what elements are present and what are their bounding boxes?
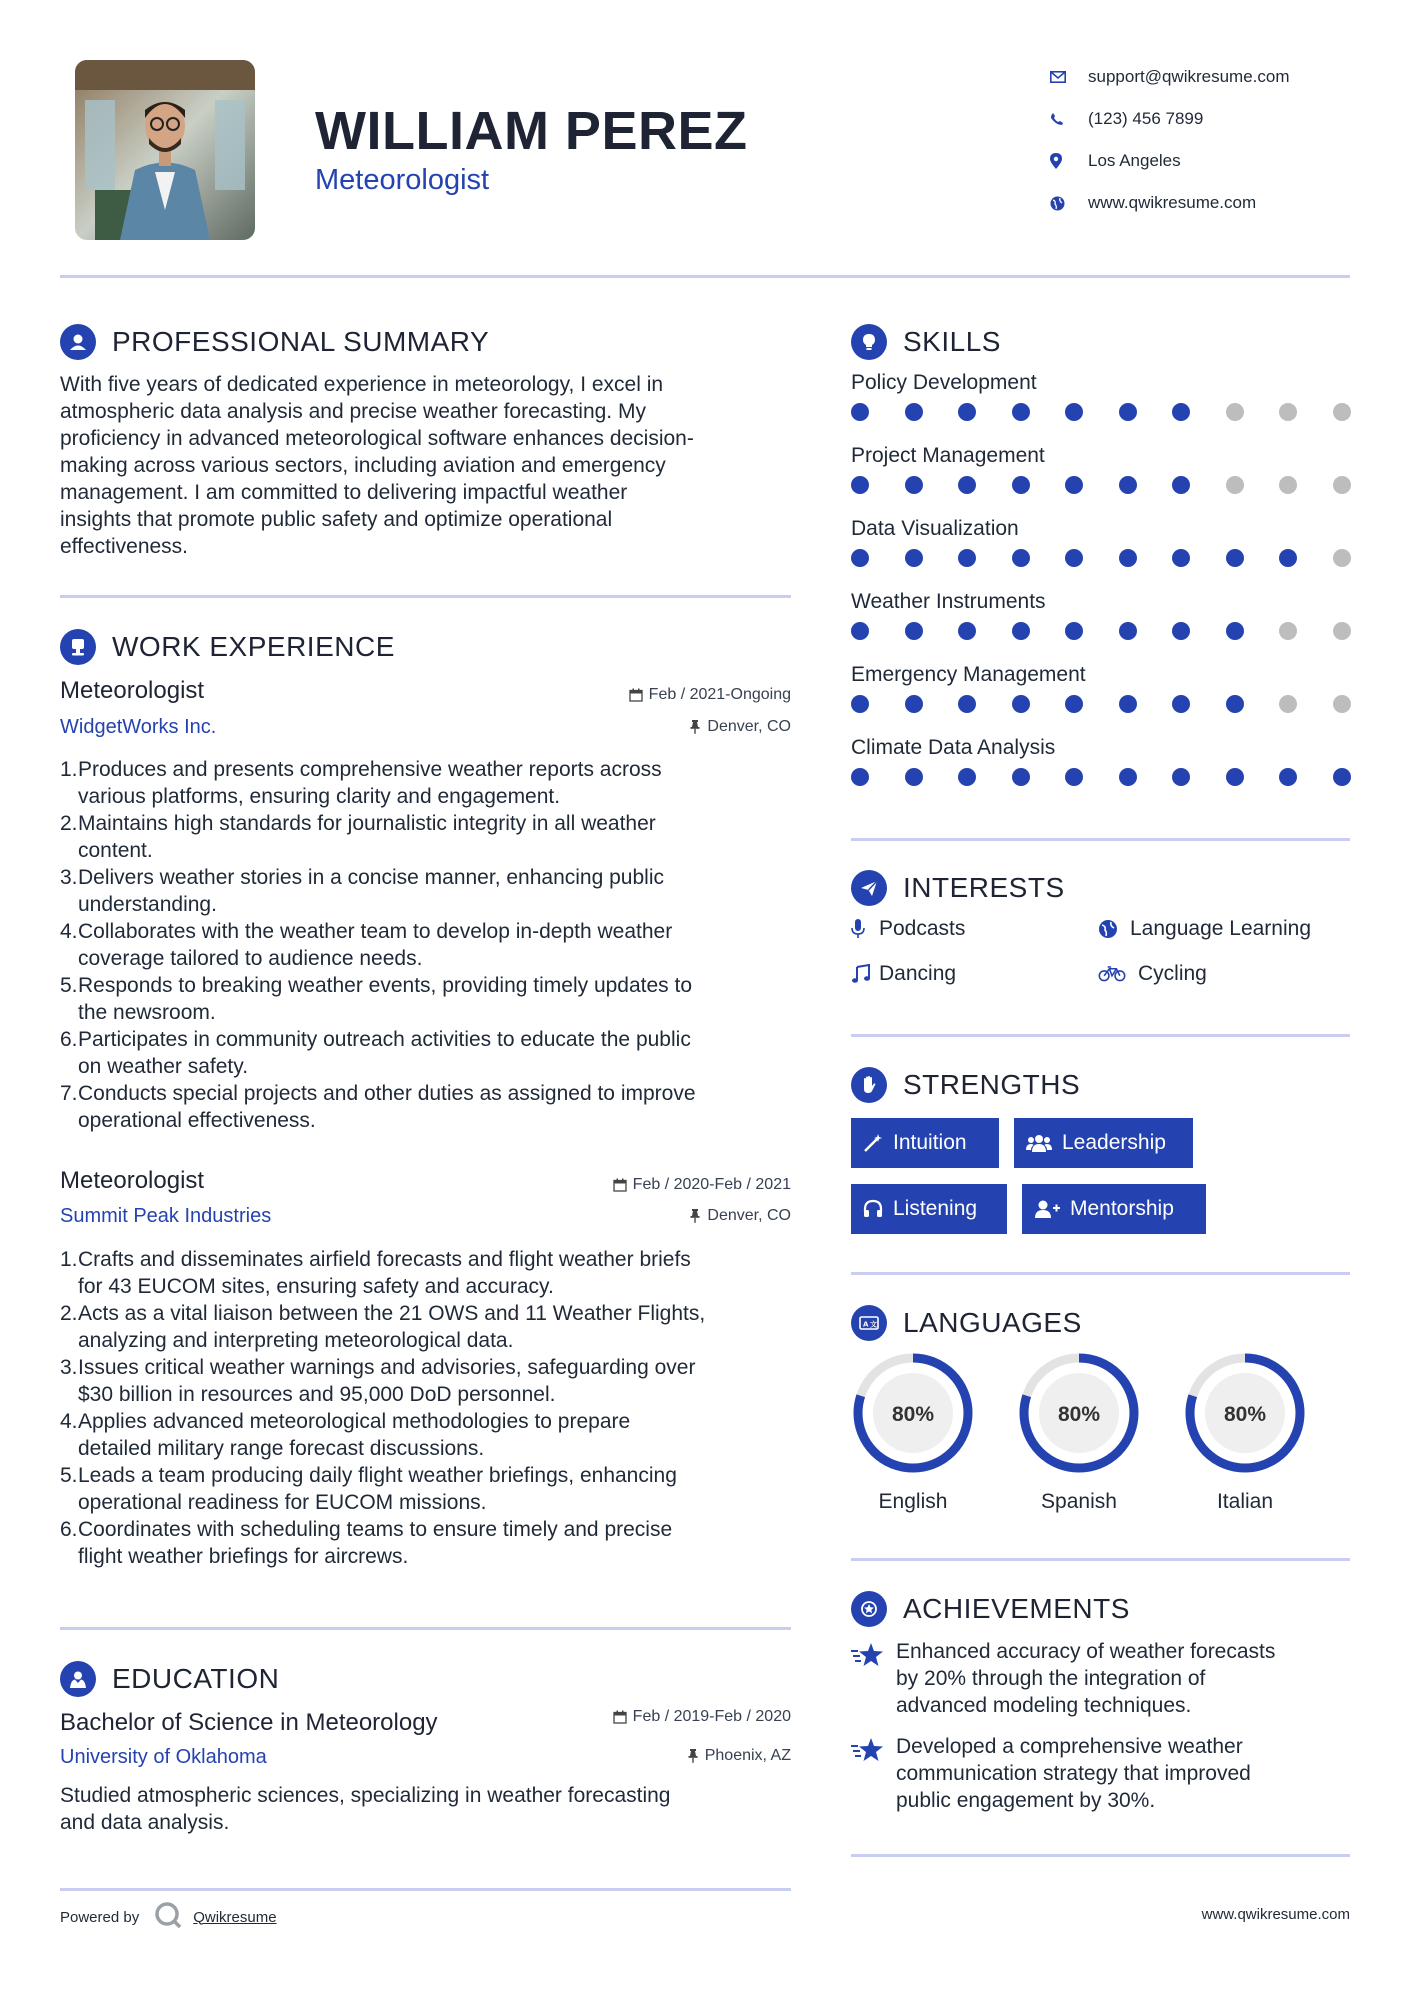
calendar-icon <box>613 1178 627 1192</box>
education-location-text: Phoenix, AZ <box>704 1747 791 1764</box>
rating-dot-filled <box>851 549 869 567</box>
language-name: Spanish <box>1041 1490 1117 1513</box>
rating-dot-filled <box>905 695 923 713</box>
rating-dot-filled <box>1119 549 1137 567</box>
paper-plane-icon <box>851 870 887 906</box>
rating-dot-filled <box>1119 695 1137 713</box>
duty-item: 3. Issues critical weather warnings and advisories, safeguarding over $30 billion in resources and 95,000 DoD personnel. <box>60 1356 696 1406</box>
rating-dot-filled <box>851 476 869 494</box>
rating-dot-empty <box>1279 695 1297 713</box>
language-progress-ring <box>1017 1351 1141 1475</box>
rating-dot-filled <box>1172 695 1190 713</box>
duty-item: 2. Acts as a vital liaison between the 21 OWS and 11 Weather Flights, analyzing and interpreting meteorological data. <box>60 1302 706 1352</box>
summary-divider <box>60 595 791 598</box>
rating-dot-empty <box>1333 403 1351 421</box>
calendar-icon <box>613 1710 627 1724</box>
briefcase-icon <box>60 629 96 665</box>
summary-line: insights that promote public safety and optimize operational <box>60 508 613 531</box>
contact-email-text: support@qwikresume.com <box>1088 67 1290 86</box>
summary-title: PROFESSIONAL SUMMARY <box>112 326 490 357</box>
envelope-icon <box>1050 71 1088 83</box>
rating-dot-filled <box>1172 549 1190 567</box>
skills-heading <box>851 324 1001 360</box>
contact-phone-text: (123) 456 7899 <box>1088 109 1204 128</box>
achievements-heading <box>851 1591 1130 1627</box>
profile-photo <box>75 60 255 240</box>
rating-dot-filled <box>1172 622 1190 640</box>
rating-dot-filled <box>1065 695 1083 713</box>
rating-dot-filled <box>1012 549 1030 567</box>
rating-dot-filled <box>1012 622 1030 640</box>
globe-icon <box>1050 196 1088 211</box>
language-name: Italian <box>1216 1490 1274 1513</box>
skill-item <box>851 590 1351 640</box>
rating-dot-filled <box>1012 695 1030 713</box>
school-name: University of Oklahoma <box>60 1746 267 1768</box>
rating-dot-filled <box>1172 768 1190 786</box>
header-divider <box>60 275 1350 278</box>
rating-dot-filled <box>1279 768 1297 786</box>
globe-icon <box>1098 919 1126 939</box>
skill-rating <box>851 695 1351 713</box>
skill-name: Project Management <box>851 444 1045 467</box>
skill-name: Policy Development <box>851 371 1037 394</box>
strength-tag: Intuition <box>851 1118 999 1168</box>
duty-item: 4. Applies advanced meteorological methodologies to prepare detailed military range forecast discussions. <box>60 1410 631 1460</box>
rating-dot-filled <box>1172 476 1190 494</box>
language-name: English <box>878 1490 948 1513</box>
duty-item: 6. Participates in community outreach activities to educate the public on weather safety. <box>60 1028 691 1078</box>
language-icon <box>851 1305 887 1341</box>
rating-dot-empty <box>1279 622 1297 640</box>
footer-powered-by <box>60 1900 277 1934</box>
job-dates <box>450 686 791 704</box>
rating-dot-filled <box>905 476 923 494</box>
contact-website[interactable] <box>1050 182 1380 224</box>
skills-divider <box>851 838 1350 841</box>
language-item <box>1183 1351 1307 1514</box>
rating-dot-filled <box>1065 403 1083 421</box>
rating-dot-empty <box>1333 476 1351 494</box>
rating-dot-filled <box>1226 768 1244 786</box>
duty-item: 1. Crafts and disseminates airfield forecasts and flight weather briefs for 43 EUCOM sites, ensuring safety and accuracy. <box>60 1248 691 1298</box>
rating-dot-filled <box>1065 768 1083 786</box>
rating-dot-filled <box>1333 768 1351 786</box>
rating-dot-filled <box>1119 476 1137 494</box>
star-icon <box>851 1638 896 1719</box>
user-icon <box>60 324 96 360</box>
music-note-icon <box>851 964 879 984</box>
education-divider <box>60 1888 791 1891</box>
pushpin-icon <box>687 1749 699 1763</box>
summary-heading <box>60 324 489 360</box>
pushpin-icon <box>689 720 701 734</box>
qwikresume-link[interactable]: Qwikresume <box>193 1908 277 1926</box>
strength-tag: Leadership <box>1014 1118 1193 1168</box>
duty-item: 6. Coordinates with scheduling teams to ensure timely and precise flight weather briefings for aircrews. <box>60 1518 673 1568</box>
language-percent-label: 80% <box>891 1403 935 1426</box>
education-dates <box>450 1708 791 1726</box>
interest-item: Cycling <box>1098 962 1207 986</box>
summary-line: With five years of dedicated experience in meteorology, I excel in <box>60 373 664 396</box>
language-progress-ring <box>1183 1351 1307 1475</box>
candidate-role: Meteorologist <box>315 164 490 196</box>
achievement-item: Developed a comprehensive weather communication strategy that improved public engagement by 30%. <box>851 1733 1351 1814</box>
skill-item <box>851 444 1351 494</box>
contact-location-text: Los Angeles <box>1088 151 1181 170</box>
rating-dot-empty <box>1279 476 1297 494</box>
duty-item: 5. Leads a team producing daily flight weather briefings, enhancing operational readiness for EUCOM missions. <box>60 1464 677 1514</box>
rating-dot-empty <box>1279 403 1297 421</box>
magic-wand-icon <box>863 1133 883 1153</box>
strengths-divider <box>851 1272 1350 1275</box>
rating-dot-filled <box>958 549 976 567</box>
rating-dot-filled <box>1226 622 1244 640</box>
language-percent-label: 80% <box>1057 1403 1101 1426</box>
skill-name: Emergency Management <box>851 663 1086 686</box>
achievement-item: Enhanced accuracy of weather forecasts by 20% through the integration of advanced modeling techniques. <box>851 1638 1351 1719</box>
skill-name: Weather Instruments <box>851 590 1046 613</box>
education-description: Studied atmospheric sciences, specializing in weather forecasting and data analysis. <box>60 1784 671 1834</box>
skills-title: SKILLS <box>903 326 1001 357</box>
rating-dot-empty <box>1226 476 1244 494</box>
interests-heading <box>851 870 1065 906</box>
job-location-text: Denver, CO <box>707 1207 791 1224</box>
job-title: Meteorologist <box>60 1167 205 1194</box>
duty-item: 2. Maintains high standards for journalistic integrity in all weather content. <box>60 812 656 862</box>
contact-email[interactable] <box>1050 56 1380 98</box>
rating-dot-filled <box>851 403 869 421</box>
rating-dot-filled <box>1012 768 1030 786</box>
summary-line: effectiveness. <box>60 535 189 558</box>
job-duties <box>60 1246 800 1570</box>
skill-item <box>851 663 1351 713</box>
rating-dot-filled <box>1012 403 1030 421</box>
job-dates <box>450 1176 791 1194</box>
strength-tag: Mentorship <box>1022 1184 1206 1234</box>
rating-dot-filled <box>958 695 976 713</box>
language-percent-label: 80% <box>1223 1403 1267 1426</box>
rating-dot-filled <box>905 768 923 786</box>
lightbulb-icon <box>851 324 887 360</box>
rating-dot-filled <box>1119 403 1137 421</box>
skill-name: Data Visualization <box>851 517 1019 540</box>
rating-dot-filled <box>958 476 976 494</box>
calendar-icon <box>629 688 643 702</box>
duty-item: 4. Collaborates with the weather team to develop in-depth weather coverage tailored to audience needs. <box>60 920 673 970</box>
interest-item: Podcasts <box>851 917 965 941</box>
rating-dot-filled <box>851 622 869 640</box>
footer-website[interactable]: www.qwikresume.com <box>1201 1906 1350 1923</box>
powered-by-label: Powered by <box>60 1908 140 1926</box>
summary-text <box>60 371 800 560</box>
skill-rating <box>851 768 1351 786</box>
language-item <box>1017 1351 1141 1514</box>
skill-item <box>851 517 1351 567</box>
education-heading <box>60 1661 279 1697</box>
contact-location <box>1050 140 1380 182</box>
rating-dot-filled <box>1065 622 1083 640</box>
degree-title: Bachelor of Science in Meteorology <box>60 1709 438 1736</box>
job-duties <box>60 756 800 1134</box>
skill-rating <box>851 476 1351 494</box>
duty-item: 1. Produces and presents comprehensive weather reports across various platforms, ensuring clarity and engagement. <box>60 758 662 808</box>
skill-rating <box>851 549 1351 567</box>
rating-dot-filled <box>851 768 869 786</box>
skill-item <box>851 736 1351 786</box>
strength-tag: Listening <box>851 1184 1007 1234</box>
rating-dot-filled <box>905 403 923 421</box>
job-dates-text: Feb / 2021-Ongoing <box>648 686 791 703</box>
rating-dot-filled <box>1226 549 1244 567</box>
rating-dot-empty <box>1226 403 1244 421</box>
svg-text:A: A <box>863 1320 869 1329</box>
job-location <box>450 1207 791 1225</box>
bicycle-icon <box>1098 965 1126 983</box>
job-company: Summit Peak Industries <box>60 1205 272 1227</box>
summary-line: atmospheric data analysis and precise weather forecasting. My <box>60 400 646 423</box>
skill-rating <box>851 622 1351 640</box>
duty-item: 7. Conducts special projects and other duties as assigned to improve operational effectiveness. <box>60 1082 696 1132</box>
achievements-title: ACHIEVEMENTS <box>903 1593 1130 1624</box>
interest-item: Language Learning <box>1098 917 1311 941</box>
job-title: Meteorologist <box>60 677 205 704</box>
rating-dot-filled <box>1172 403 1190 421</box>
job-dates-text: Feb / 2020-Feb / 2021 <box>632 1176 791 1193</box>
interests-divider <box>851 1034 1350 1037</box>
star-icon <box>851 1733 896 1814</box>
summary-line: proficiency in advanced meteorological software enhances decision- <box>60 427 694 450</box>
rating-dot-filled <box>1279 549 1297 567</box>
contact-list <box>1050 56 1380 224</box>
rating-dot-filled <box>1012 476 1030 494</box>
duty-item: 5. Responds to breaking weather events, providing timely updates to the newsroom. <box>60 974 693 1024</box>
headphones-icon <box>863 1199 883 1219</box>
rating-dot-filled <box>958 403 976 421</box>
languages-divider <box>851 1558 1350 1561</box>
rating-dot-filled <box>1065 549 1083 567</box>
summary-line: management. I am committed to delivering impactful weather <box>60 481 628 504</box>
education-dates-text: Feb / 2019-Feb / 2020 <box>632 1708 791 1725</box>
skill-rating <box>851 403 1351 421</box>
user-plus-icon <box>1034 1199 1060 1219</box>
languages-title: LANGUAGES <box>903 1307 1082 1338</box>
job-location-text: Denver, CO <box>707 718 791 735</box>
languages-heading <box>851 1305 1082 1341</box>
candidate-name: WILLIAM PEREZ <box>315 101 748 161</box>
rating-dot-filled <box>905 549 923 567</box>
strengths-heading <box>851 1067 1080 1103</box>
map-pin-icon <box>1050 153 1088 169</box>
contact-website-text: www.qwikresume.com <box>1088 193 1257 212</box>
award-icon <box>851 1591 887 1627</box>
users-icon <box>1026 1133 1052 1153</box>
work-divider <box>60 1627 791 1630</box>
rating-dot-filled <box>958 622 976 640</box>
rating-dot-filled <box>851 695 869 713</box>
rating-dot-filled <box>905 622 923 640</box>
rating-dot-filled <box>1119 622 1137 640</box>
education-location <box>450 1747 791 1765</box>
rating-dot-empty <box>1333 622 1351 640</box>
rating-dot-filled <box>1065 476 1083 494</box>
job-location <box>450 718 791 736</box>
phone-icon <box>1050 112 1088 126</box>
achievements-divider <box>851 1854 1350 1857</box>
pushpin-icon <box>689 1209 701 1223</box>
work-heading <box>60 629 395 665</box>
graduate-icon <box>60 1661 96 1697</box>
skill-name: Climate Data Analysis <box>851 736 1056 759</box>
rating-dot-filled <box>958 768 976 786</box>
rating-dot-filled <box>1119 768 1137 786</box>
duty-item: 3. Delivers weather stories in a concise manner, enhancing public understanding. <box>60 866 664 916</box>
rating-dot-empty <box>1333 549 1351 567</box>
qwikresume-logo-icon <box>153 1900 183 1934</box>
rating-dot-empty <box>1333 695 1351 713</box>
microphone-icon <box>851 919 879 939</box>
skill-item <box>851 371 1351 421</box>
strengths-title: STRENGTHS <box>903 1069 1081 1100</box>
contact-phone[interactable] <box>1050 98 1380 140</box>
language-item <box>851 1351 975 1514</box>
interests-title: INTERESTS <box>903 872 1065 903</box>
raised-hand-icon <box>851 1067 887 1103</box>
svg-text:文: 文 <box>870 1320 877 1329</box>
summary-line: making across various sectors, including aviation and emergency <box>60 454 666 477</box>
interest-item: Dancing <box>851 962 956 986</box>
rating-dot-filled <box>1226 695 1244 713</box>
education-title: EDUCATION <box>112 1663 280 1694</box>
work-title: WORK EXPERIENCE <box>112 631 395 662</box>
job-company: WidgetWorks Inc. <box>60 716 217 738</box>
language-progress-ring <box>851 1351 975 1475</box>
